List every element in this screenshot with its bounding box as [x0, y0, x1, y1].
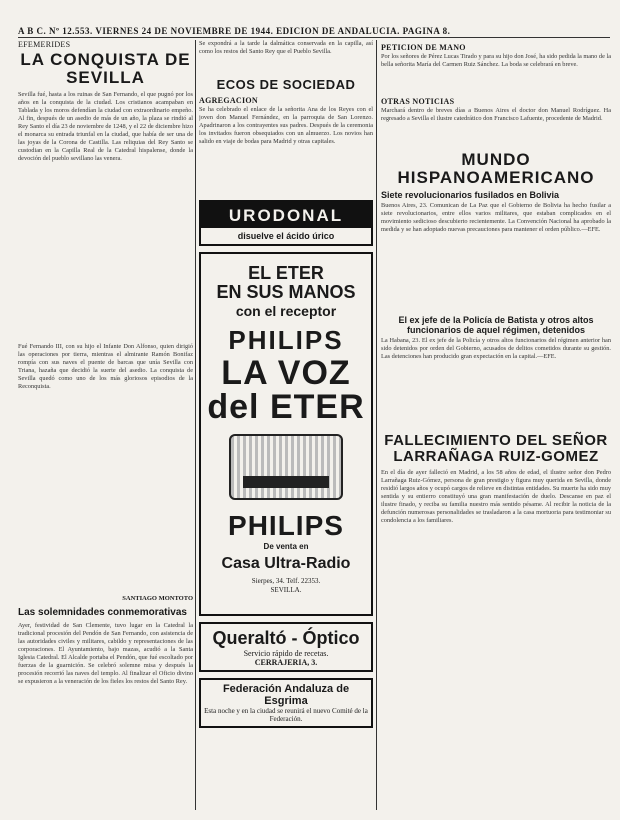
peticion-mano-kicker: PETICION DE MANO	[381, 43, 466, 52]
article-signature: SANTIAGO MONTOTO	[122, 594, 193, 602]
philips-de-venta: De venta en	[263, 542, 309, 552]
optica-ad	[199, 622, 373, 672]
esgrima-title: Federación Andaluza de Esgrima	[222, 682, 350, 707]
conquista-body-2: Fué Fernando III, con su hijo el Infante Don Alfonso, quien dirigió las operaciones por tierra, mientras el almirante Ramón Bonifaz rompía con sus naves el puente de barcas que unía Sevilla con Triana, hazaña que decidió la suerte del asedio. La conquista de Sevilla quedó como uno de los más gloriosos episodios de la Reconquista.	[18, 342, 193, 390]
fallecimiento-body: En el día de ayer falleció en Madrid, a los 58 años de edad, el ilustre señor don Pedro Larrañaga Ruiz-Gómez, persona de gran prestigio y figura muy querida en Sevilla, donde residió largos años y ocupó cargos de relieve en distintas entidades. Su muerte ha sido muy sentida y su entierro constituyó una gran manifestación de duelo. Descanse en paz el ilustre finado, y reciba su familia nuestro más sentido pésame. Al recibir la noticia de la defunción numerosas personalidades se trasladaron a la casa mortuoria para testimoniar su condolencia a los familiares.	[381, 468, 611, 524]
philips-address: Sierpes, 34. Telf. 22353.	[251, 577, 321, 586]
urodonal-brand: URODONAL	[201, 202, 371, 228]
optica-address: CERRAJERIA, 3.	[254, 657, 318, 667]
conquista-headline: LA CONQUISTA DE SEVILLA	[20, 50, 191, 87]
peticion-mano-body: Por los señores de Pérez Lucas Tirado y para su hijo don José, ha sido pedida la mano de la bella señorita María del Carmen Ruiz Sánchez. La boda se celebrará en breve.	[381, 53, 611, 68]
solemnidades-headline: Las solemnidades conmemorativas	[18, 606, 187, 618]
philips-ad	[199, 252, 373, 616]
agregacion-subhead: AGREGACION	[199, 95, 259, 105]
esgrima-text: Esta noche y en la ciudad se reunirá el nuevo Comité de la Federación.	[204, 706, 368, 723]
header-rule	[18, 37, 610, 38]
sociedad-body: Se ha celebrado el enlace de la señorita Ana de los Reyes con el joven don Manuel Fernández, en la parroquia de San Lorenzo. Apadrinaron a los contrayentes sus padres. Después de la ceremonia los invitados fueron obsequiados con un almuerzo. Los novios han salido en viaje de bodas para Madrid y otras capitales.	[199, 105, 373, 145]
mundo-hispanoamericano-headline: MUNDO HISPANOAMERICANO	[397, 150, 595, 187]
efemerides-kicker: EFEMERIDES	[18, 40, 71, 49]
radio-receiver-illustration	[229, 434, 343, 500]
solemnidades-body: Ayer, festividad de San Clemente, tuvo lugar en la Catedral la tradicional procesión del Pendón de San Fernando, con asistencia de las autoridades civiles y militares, cabildo y representaciones de las corporaciones. El Ayuntamiento, bajo mazas, acudió a la Santa Iglesia Catedral. El Alcalde portaba el Pendón, que fué escoltado por fuerzas de la guarnición. Se celebró solemne misa y después la procesión recorrió las naves del templo. Al finalizar el Oficio divino se expusieron a la veneración de los fieles los restos del Santo Rey.	[18, 622, 193, 686]
philips-line-1: EL ETER	[248, 262, 324, 283]
conquista-body: Sevilla fué, hasta a los ruinas de San Fernando, el que pugnó por los años en la conquista de la ciudad. Los cristianos acampaban en Tablada y los moros defendían la ciudad con extraordinario empeño. Al fin, después de un asedio de más de un año, la plaza se rindió al Rey Santo el día 23 de noviembre de 1248, y el 22 de diciembre hizo el monarca su entrada triunfal en la ciudad, que había de ser una de las joyas de la Corona de Castilla. Las reliquias del Rey Santo se custodian en la Capilla Real de la Catedral hispalense, donde la devoción del pueblo sevillano las venera.	[18, 90, 193, 162]
philips-shop: Casa Ultra-Radio	[221, 555, 351, 573]
philips-city: SEVILLA.	[270, 586, 302, 595]
page-header: A B C. Nº 12.553. VIERNES 24 DE NOVIEMBRE DE 1944. EDICION DE ANDALUCIA. PAGINA 8.	[18, 26, 451, 36]
right-column	[381, 40, 611, 812]
philips-line-6: del ETER	[207, 388, 365, 427]
optica-name: Queraltó - Óptico	[212, 627, 360, 648]
radio-dial	[243, 476, 329, 488]
esgrima-notice	[199, 678, 373, 728]
otras-noticias-body: Marchará dentro de breves días a Buenos Aires el doctor don Manuel Rodríguez. Ha regresado a Sevilla el ilustre catedrático don Francisco Lafuente, procedente de Madrid.	[381, 107, 611, 122]
ecos-sociedad-headline: ECOS DE SOCIEDAD	[216, 77, 356, 92]
column-rule-2	[376, 40, 377, 810]
middle-top-text: Se expondrá a la tarde la dalmática conservada en la capilla, así como los restos del Santo Rey que el Pueblo Sevilla.	[199, 40, 373, 55]
urodonal-tagline: disuelve el ácido úrico	[237, 230, 335, 241]
urodonal-ad	[199, 200, 373, 246]
column-rule-1	[195, 40, 196, 810]
bolivia-body: Buenos Aires, 23. Comunican de La Paz que el Gobierno de Bolivia ha hecho fusilar a siete revolucionarios, entre ellos varios militares, que estaban complicados en el movimiento sedicioso descubierto recientemente. La Convención Nacional ha aprobado la medida y se han adoptado nuevas precauciones para mantener el orden público.—EFE.	[381, 202, 611, 234]
philips-brand: PHILIPS	[228, 510, 344, 542]
philips-line-2: EN SUS MANOS	[216, 282, 356, 303]
batista-subhead: El ex jefe de la Policía de Batista y otros altos funcionarios de aquel régimen, detenidos	[398, 315, 594, 335]
batista-body: La Habana, 23. El ex jefe de la Policía y otros altos funcionarios del régimen anterior han sido detenidos por orden del Gobierno, acusados de delitos cometidos durante su gestión. Las detenciones han producido gran expectación en la capital.—EFE.	[381, 337, 611, 360]
middle-column	[199, 40, 373, 812]
fallecimiento-headline: FALLECIMIENTO DEL SEÑOR LARRAÑAGA RUIZ-GOMEZ	[384, 432, 608, 465]
philips-line-5: LA VOZ	[221, 354, 351, 393]
philips-line-4: PHILIPS	[228, 325, 344, 356]
otras-noticias-kicker: OTRAS NOTICIAS	[381, 97, 455, 106]
optica-tagline: Servicio rápido de recetas.	[243, 648, 329, 658]
bolivia-subhead: Siete revolucionarios fusilados en Bolivia	[381, 189, 560, 200]
left-column	[18, 40, 193, 812]
philips-line-3: con el receptor	[235, 303, 337, 320]
